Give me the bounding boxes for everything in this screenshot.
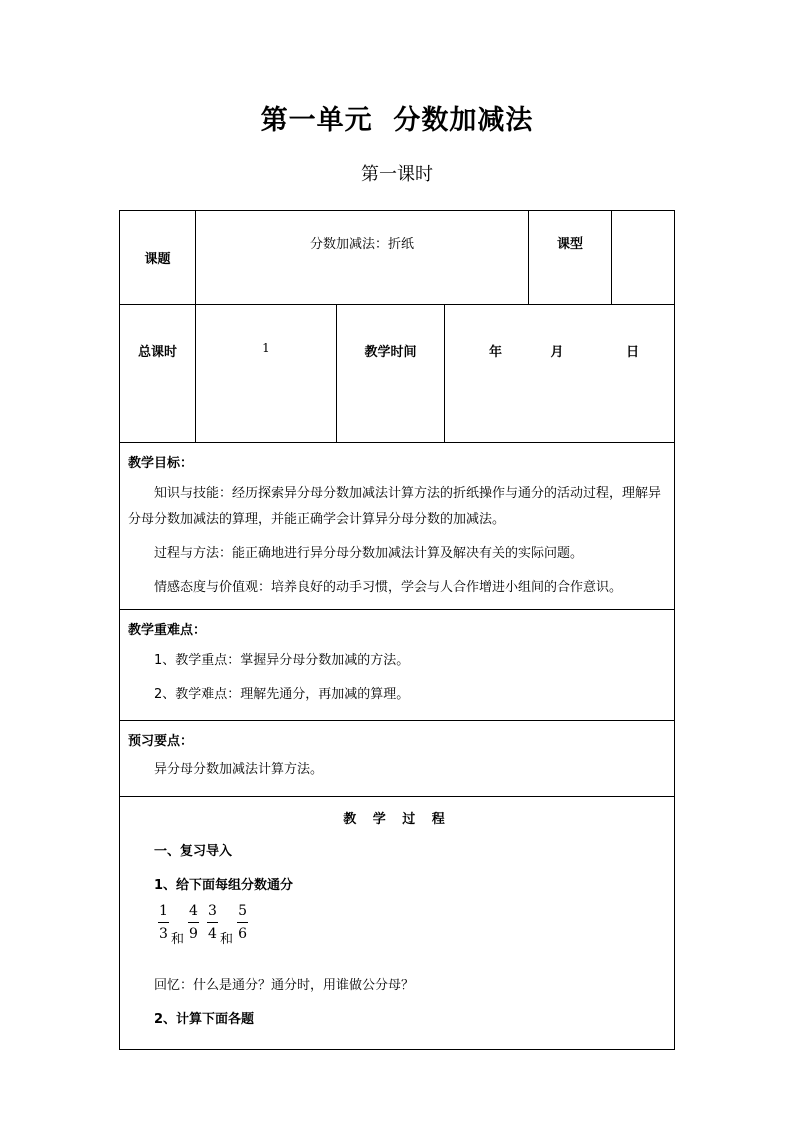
fraction-bar (158, 922, 169, 923)
fraction-4 (237, 903, 248, 942)
day-label: 日 (626, 345, 640, 360)
preview-content: 异分母分数加减法计算方法。 (154, 762, 324, 777)
month-label: 月 (550, 345, 564, 360)
fraction-3-denominator: 4 (208, 926, 217, 942)
year-label: 年 (489, 345, 503, 360)
topic-value: 分数加减法：折纸 (196, 211, 529, 305)
fraction-3-numerator: 3 (208, 903, 217, 919)
teaching-time-value (445, 305, 675, 443)
recall-question: 回忆：什么是通分？通分时，用谁做公分母？ (154, 978, 415, 993)
fraction-2-numerator: 4 (189, 903, 198, 919)
fraction-3 (207, 903, 218, 942)
step-1-heading: 1、给下面每组分数通分 (154, 878, 294, 893)
total-periods-value: 1 (196, 305, 337, 443)
total-periods-label: 总课时 (120, 305, 196, 443)
process-heading: 教 学 过 程 (343, 812, 451, 827)
teaching-time-label: 教学时间 (337, 305, 445, 443)
preview-section (120, 721, 675, 797)
fraction-1-denominator: 3 (159, 926, 168, 942)
step-2-heading: 2、计算下面各题 (154, 1012, 255, 1027)
key-points-section (120, 610, 675, 721)
objectives-section (120, 443, 675, 610)
fraction-4-numerator: 5 (238, 903, 247, 919)
document-title: 第一单元 分数加减法 (260, 105, 534, 136)
fraction-bar (188, 922, 199, 923)
topic-label: 课题 (120, 211, 196, 305)
review-section-heading: 一、复习导入 (154, 844, 233, 859)
fraction-1-numerator: 1 (159, 903, 168, 919)
fraction-bar (207, 922, 218, 923)
fraction-bar (237, 922, 248, 923)
preview-heading: 预习要点： (128, 734, 194, 749)
fraction-1 (158, 903, 169, 942)
and-word-2: 和 (220, 932, 234, 947)
objective-process: 过程与方法：能正确地进行异分母分数加减法计算及解决有关的实际问题。 (154, 546, 584, 561)
fraction-groups (128, 903, 666, 965)
key-point-2: 2、教学难点：理解先通分，再加减的算理。 (154, 687, 410, 702)
fraction-2 (188, 903, 199, 942)
fraction-4-denominator: 6 (238, 926, 247, 942)
process-section (120, 797, 675, 1050)
and-word-1: 和 (171, 932, 185, 947)
objectives-heading: 教学目标： (128, 456, 194, 471)
key-point-1: 1、教学重点：掌握异分母分数加减的方法。 (154, 653, 410, 668)
lesson-plan-table (119, 210, 675, 1050)
objective-emotion: 情感态度与价值观：培养良好的动手习惯，学会与人合作增进小组间的合作意识。 (154, 580, 623, 595)
objective-knowledge: 知识与技能：经历探索异分母分数加减法计算方法的折纸操作与通分的活动过程，理解异分母分数加减法的算理，并能正确学会计算异分母分数的加减法。 (128, 486, 662, 527)
lesson-subtitle: 第一课时 (361, 164, 433, 185)
key-points-heading: 教学重难点： (128, 623, 207, 638)
fraction-2-denominator: 9 (189, 926, 198, 942)
lesson-type-label: 课型 (529, 211, 612, 305)
lesson-type-value (612, 211, 675, 305)
